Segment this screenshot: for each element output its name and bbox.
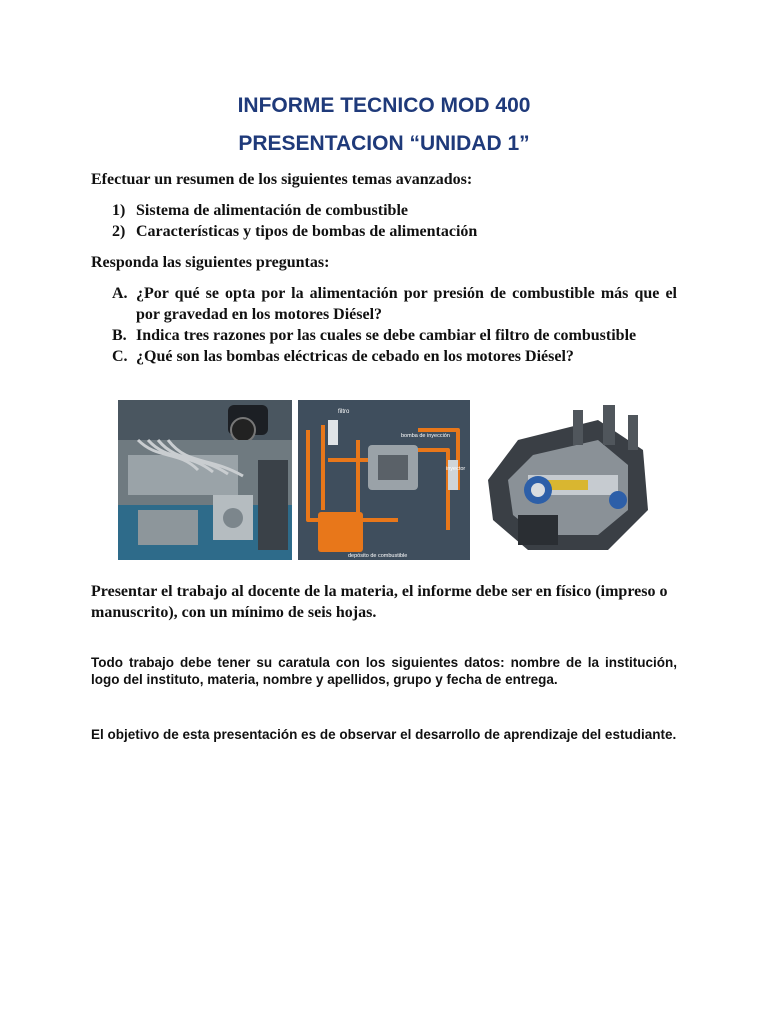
questions-list — [112, 283, 677, 367]
presentation-instructions: Presentar el trabajo al docente de la materia, el informe debe ser en físico (impreso o manuscrito), con un mínimo de seis hojas. — [91, 583, 668, 621]
question-item — [112, 283, 677, 325]
label-filtro: filtro — [338, 409, 350, 415]
question-text: ¿Por qué se opta por la alimentación por presión de combustible más que el por gravedad en los motores Diésel? — [136, 285, 677, 323]
question-text: ¿Qué son las bombas eléctricas de cebado en los motores Diésel? — [136, 348, 574, 365]
questions-intro: Responda las siguientes preguntas: — [91, 254, 330, 271]
list-item — [112, 221, 692, 242]
question-marker: C. — [112, 348, 128, 365]
summary-intro: Efectuar un resumen de los siguientes temas avanzados: — [91, 171, 473, 188]
engine-photo — [118, 400, 292, 560]
label-deposito: depósito de combustible — [348, 553, 408, 559]
list-marker: 1) — [112, 202, 126, 219]
document-title: INFORME TECNICO MOD 400 — [237, 94, 531, 117]
question-text: Indica tres razones por las cuales se debe cambiar el filtro de combustible — [136, 327, 637, 344]
label-bomba: bomba de inyección — [401, 433, 450, 439]
question-item — [112, 325, 677, 346]
question-item — [112, 346, 677, 367]
cover-requirements: Todo trabajo debe tener su caratula con los siguientes datos: nombre de la institución, logo del instituto, materia, nombre y apellidos, grupo y fecha de entrega. — [91, 655, 677, 687]
list-marker: 2) — [112, 223, 126, 240]
list-item-text: Sistema de alimentación de combustible — [136, 202, 408, 219]
fuel-system-diagram — [298, 400, 470, 560]
document-subtitle: PRESENTACION “UNIDAD 1” — [238, 132, 530, 155]
summary-list — [112, 200, 692, 242]
label-inyector: inyector — [446, 466, 466, 472]
objective-statement: El objetivo de esta presentación es de observar el desarrollo de aprendizaje del estudiante. — [91, 727, 677, 742]
question-marker: B. — [112, 327, 127, 344]
list-item — [112, 200, 692, 221]
question-marker: A. — [112, 285, 128, 302]
injection-pump-cutaway — [478, 400, 658, 560]
list-item-text: Características y tipos de bombas de alimentación — [136, 223, 478, 240]
